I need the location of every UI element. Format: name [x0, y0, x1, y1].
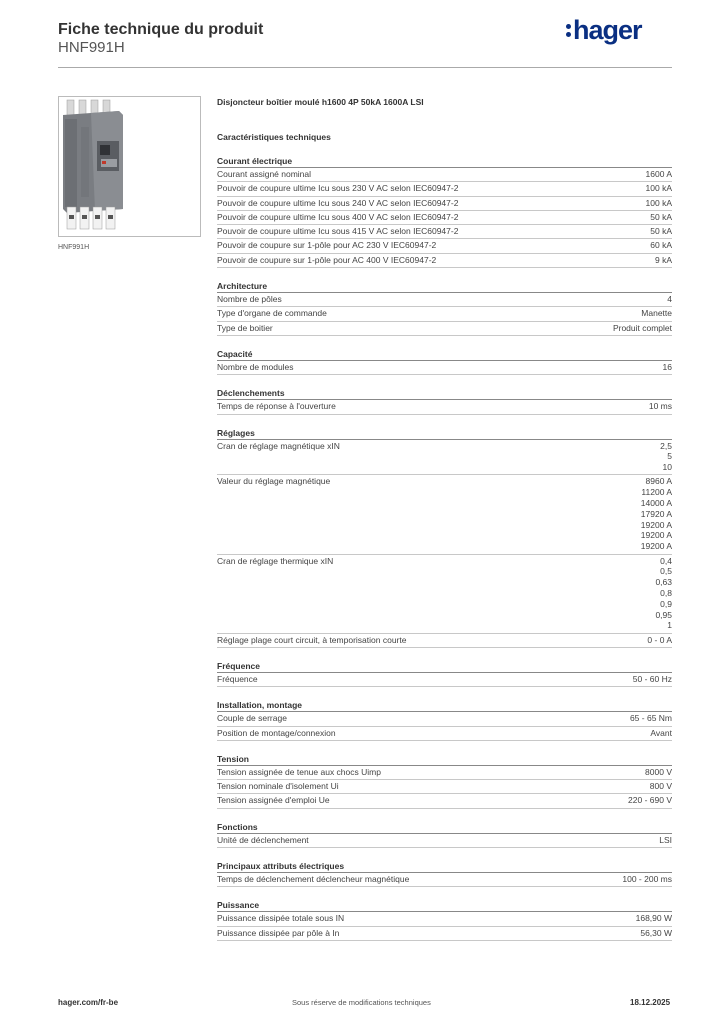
spec-value-line: 16 [662, 361, 672, 372]
spec-value-line: 56,30 W [640, 927, 672, 938]
spec-row [217, 834, 672, 848]
spec-value-line: 14000 A [640, 498, 672, 509]
spec-content [217, 96, 672, 941]
spec-row [217, 475, 672, 554]
group-heading: Fréquence [217, 659, 672, 673]
spec-row [217, 794, 672, 808]
spec-label: Pouvoir de coupure sur 1-pôle pour AC 400 V IEC60947-2 [217, 254, 437, 265]
group-heading: Installation, montage [217, 698, 672, 712]
spec-value-line: 100 kA [645, 183, 672, 194]
spec-groups [217, 154, 672, 941]
spec-row [217, 182, 672, 196]
spec-value-line: 1600 A [645, 169, 672, 179]
spec-value [641, 476, 672, 552]
spec-value-line: 50 - 60 Hz [632, 673, 672, 684]
spec-row [217, 634, 672, 648]
spec-value [622, 874, 672, 885]
spec-value-line: Avant [650, 727, 672, 738]
spec-row [217, 168, 672, 182]
spec-value [663, 362, 672, 373]
spec-label: Courant assigné nominal [217, 169, 312, 179]
spec-value [646, 183, 672, 194]
spec-row [217, 555, 672, 634]
spec-label: Pouvoir de coupure ultime Icu sous 415 V AC selon IEC60947-2 [217, 226, 459, 237]
spec-row [217, 440, 672, 476]
spec-value [647, 635, 672, 646]
spec-value [650, 226, 672, 237]
spec-value-line: 2,5 [660, 440, 672, 451]
spec-row [217, 927, 672, 941]
spec-row [217, 873, 672, 887]
image-caption: HNF991H [58, 244, 90, 251]
spec-value [655, 556, 672, 632]
group-heading: Capacité [217, 347, 672, 361]
group-heading: Principaux attributs électriques [217, 859, 672, 873]
spec-label: Cran de réglage magnétique xIN [217, 440, 340, 451]
spec-value [650, 212, 672, 223]
spec-value [650, 728, 672, 739]
spec-label: Temps de déclenchement déclencheur magnétique [217, 873, 410, 884]
group-heading: Fonctions [217, 820, 672, 834]
logo-dots-icon [566, 22, 571, 38]
spec-label: Nombre de modules [217, 361, 294, 372]
group-heading: Architecture [217, 279, 672, 293]
product-title: Disjoncteur boîtier moulé h1600 4P 50kA 1600A LSI [217, 97, 424, 107]
spec-value-line: 100 kA [645, 197, 672, 208]
group-heading: Déclenchements [217, 386, 672, 400]
spec-row [217, 225, 672, 239]
spec-group [217, 426, 672, 648]
spec-row [217, 712, 672, 726]
spec-label: Puissance dissipée par pôle à In [217, 927, 340, 938]
spec-value-line: 8000 V [645, 766, 672, 777]
spec-label: Tension assignée de tenue aux chocs Uimp [217, 766, 381, 777]
spec-label: Pouvoir de coupure ultime Icu sous 400 V AC selon IEC60947-2 [217, 211, 459, 222]
spec-row [217, 766, 672, 780]
spec-value-line: LSI [659, 834, 672, 845]
footer-disclaimer: Sous réserve de modifications techniques [292, 998, 431, 1007]
spec-value-line: 60 kA [650, 240, 672, 251]
spec-group [217, 898, 672, 941]
spec-label: Cran de réglage thermique xIN [217, 555, 334, 566]
spec-value [645, 767, 672, 778]
spec-value-line: 0 - 0 A [647, 634, 672, 645]
spec-row [217, 400, 672, 414]
section-heading: Caractéristiques techniques [217, 132, 331, 142]
spec-group [217, 386, 672, 414]
spec-value-line: 5 [667, 451, 672, 462]
spec-value [633, 674, 672, 685]
spec-value-line: 19200 A [640, 530, 672, 541]
spec-value-line: 8960 A [645, 476, 672, 487]
spec-label: Position de montage/connexion [217, 727, 336, 738]
spec-label: Nombre de pôles [217, 294, 282, 305]
spec-row [217, 322, 672, 336]
spec-value [660, 441, 672, 473]
spec-value [667, 294, 672, 305]
spec-row [217, 361, 672, 375]
group-heading: Courant électrique [217, 154, 672, 168]
spec-value [613, 323, 672, 334]
spec-value-line: 800 V [649, 781, 672, 792]
product-reference: HNF991H [58, 39, 125, 56]
spec-label: Tension assignée d'emploi Ue [217, 795, 330, 806]
spec-row [217, 293, 672, 307]
spec-group [217, 859, 672, 887]
spec-value-line: 65 - 65 Nm [629, 713, 672, 724]
footer-date: 18.12.2025 [630, 998, 671, 1007]
header-divider [58, 67, 672, 68]
spec-value-line: 1 [667, 620, 672, 631]
spec-value-line: 220 - 690 V [628, 795, 672, 806]
group-heading: Tension [217, 752, 672, 766]
spec-value-line: 19200 A [640, 519, 672, 530]
spec-group [217, 154, 672, 268]
spec-row [217, 197, 672, 211]
spec-value-line: 0,4 [660, 555, 672, 566]
group-heading: Réglages [217, 426, 672, 440]
spec-label: Couple de serrage [217, 713, 287, 724]
spec-value-line: 10 ms [648, 401, 672, 412]
spec-label: Pouvoir de coupure sur 1-pôle pour AC 230 V IEC60947-2 [217, 240, 437, 251]
spec-value-line: Produit complet [612, 322, 672, 333]
circuit-breaker-icon [59, 97, 200, 236]
spec-value-line: 0,8 [660, 587, 672, 598]
spec-row [217, 912, 672, 926]
spec-row [217, 673, 672, 687]
spec-label: Puissance dissipée totale sous IN [217, 913, 345, 924]
spec-value [628, 795, 672, 806]
spec-value [659, 835, 672, 846]
spec-row [217, 307, 672, 321]
spec-row [217, 239, 672, 253]
spec-value-line: 0,5 [660, 566, 672, 577]
spec-row [217, 780, 672, 794]
footer-website: hager.com/fr-be [58, 998, 119, 1007]
spec-value-line: 19200 A [640, 541, 672, 552]
spec-value [650, 240, 672, 251]
spec-group [217, 659, 672, 687]
spec-value-line: 4 [667, 294, 672, 305]
group-heading: Puissance [217, 898, 672, 912]
spec-group [217, 279, 672, 336]
logo-text: hager [573, 15, 642, 45]
spec-value-line: 0,63 [655, 577, 672, 588]
spec-value-line: 9 kA [654, 254, 672, 265]
spec-value [640, 928, 672, 939]
spec-row [217, 727, 672, 741]
spec-value [655, 255, 672, 266]
spec-value-line: Manette [641, 308, 672, 319]
spec-label: Type d'organe de commande [217, 308, 327, 319]
spec-label: Unité de déclenchement [217, 834, 309, 845]
spec-value [641, 308, 672, 319]
spec-value-line: 0,95 [655, 609, 672, 620]
spec-group [217, 698, 672, 741]
spec-label: Pouvoir de coupure ultime Icu sous 230 V AC selon IEC60947-2 [217, 183, 459, 194]
spec-row [217, 211, 672, 225]
spec-label: Réglage plage court circuit, à temporisation courte [217, 634, 407, 645]
spec-row [217, 254, 672, 268]
spec-label: Valeur du réglage magnétique [217, 476, 331, 487]
product-image [58, 96, 201, 237]
page-title: Fiche technique du produit [58, 21, 264, 38]
spec-value-line: 17920 A [640, 508, 672, 519]
spec-group [217, 347, 672, 375]
spec-value [646, 169, 672, 180]
spec-label: Pouvoir de coupure ultime Icu sous 240 V AC selon IEC60947-2 [217, 197, 459, 208]
spec-value-line: 168,90 W [635, 913, 672, 924]
spec-value [630, 713, 672, 724]
spec-value-line: 50 kA [650, 226, 672, 237]
spec-value-line: 11200 A [641, 487, 672, 498]
spec-group [217, 820, 672, 848]
brand-logo [566, 15, 642, 46]
spec-value [636, 913, 672, 924]
spec-label: Tension nominale d'isolement Ui [217, 781, 339, 792]
spec-value-line: 50 kA [650, 211, 672, 222]
spec-group [217, 752, 672, 809]
spec-value [649, 401, 672, 412]
spec-value-line: 100 - 200 ms [622, 873, 672, 884]
spec-value [650, 781, 672, 792]
spec-value-line: 0,9 [660, 598, 672, 609]
spec-label: Type de boitier [217, 322, 273, 333]
spec-label: Fréquence [217, 673, 258, 684]
spec-value-line: 10 [662, 462, 672, 473]
spec-label: Temps de réponse à l'ouverture [217, 401, 336, 412]
spec-value [646, 198, 672, 209]
